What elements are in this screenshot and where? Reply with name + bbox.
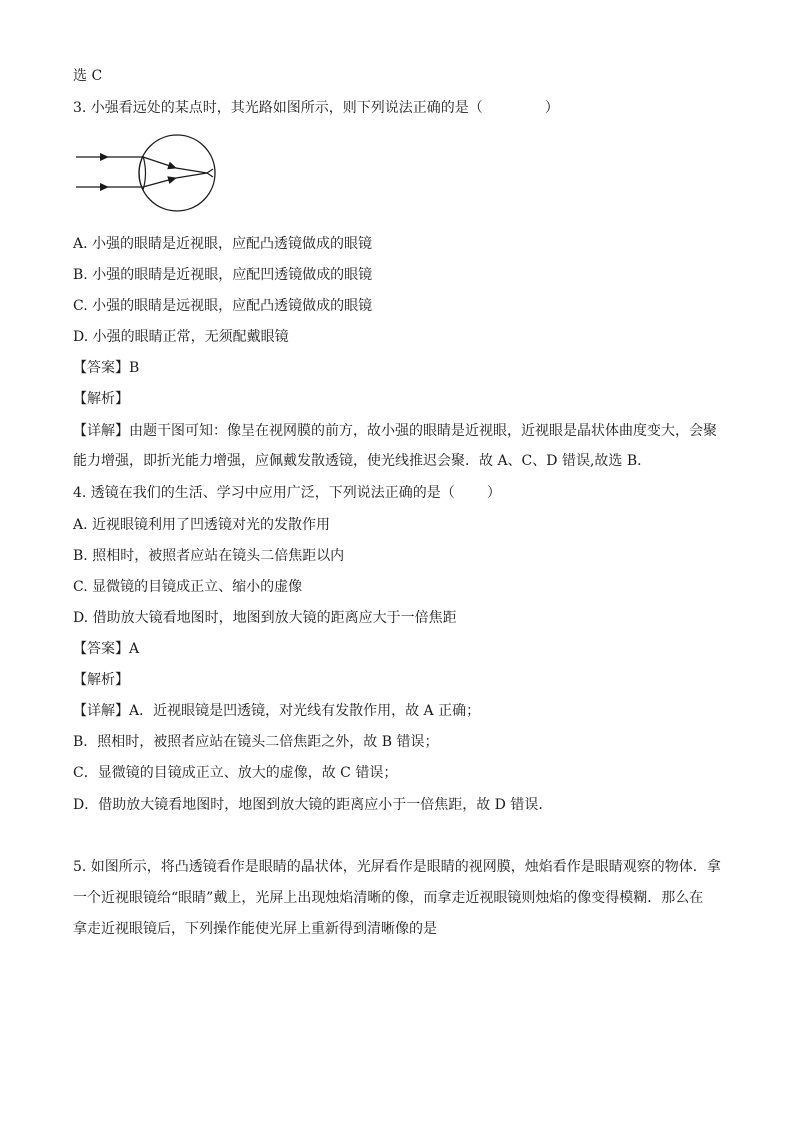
eye-lens xyxy=(139,156,146,190)
q4-analysis-label: 【解析】 xyxy=(73,672,129,688)
q2-answer-tail: 选 C xyxy=(73,68,103,84)
q3-option-d: D. 小强的眼睛正常，无须配戴眼镜 xyxy=(73,329,289,345)
q4-detail-line-3: C．显微镜的目镜成正立、放大的虚像，故 C 错误； xyxy=(73,765,398,781)
q4-option-c: C. 显微镜的目镜成正立、缩小的虚像 xyxy=(73,579,303,595)
q4-option-b: B. 照相时，被照者应站在镜头二倍焦距以内 xyxy=(73,548,345,564)
q3-detail-line-1 xyxy=(73,422,717,440)
q4-question xyxy=(73,484,501,502)
q4-detail-text-1: A．近视眼镜是凹透镜，对光线有发散作用，故 A 正确； xyxy=(129,703,481,719)
q3-question xyxy=(73,99,559,117)
q5-line-3: 拿走近视眼镜后，下列操作能使光屏上重新得到清晰像的是 xyxy=(73,921,437,937)
q4-detail-line-2: B．照相时，被照者应站在镜头二倍焦距之外，故 B 错误； xyxy=(73,734,439,750)
q3-detail-text-1: 由题干图可知：像呈在视网膜的前方，故小强的眼睛是近视眼，近视眼是晶状体曲度变大，会聚 xyxy=(129,423,717,439)
q3-option-b: B. 小强的眼睛是近视眼，应配凹透镜做成的眼镜 xyxy=(73,267,373,283)
q4-answer xyxy=(73,640,139,658)
q5-line-2: 一个近视眼镜给“眼睛”戴上，光屏上出现烛焰清晰的像，而拿走近视眼镜则烛焰的像变得模糊．那么在 xyxy=(73,890,704,906)
q4-option-a: A. 近视眼镜利用了凹透镜对光的发散作用 xyxy=(73,517,331,533)
q3-option-c: C. 小强的眼睛是远视眼，应配凸透镜做成的眼镜 xyxy=(73,298,373,314)
q3-detail-label: 【详解】 xyxy=(73,423,129,439)
q3-question-text: 3. 小强看远处的某点时，其光路如图所示，则下列说法正确的是（ xyxy=(73,100,483,116)
q4-detail-line-1 xyxy=(73,702,480,720)
q4-option-d: D. 借助放大镜看地图时，地图到放大镜的距离应大于一倍焦距 xyxy=(73,610,457,626)
q3-answer xyxy=(73,359,139,377)
refracted-ray-bottom xyxy=(143,178,176,187)
q4-answer-value: A xyxy=(129,641,140,657)
q4-detail-line-4: D．借助放大镜看地图时，地图到放大镜的距离应小于一倍焦距，故 D 错误． xyxy=(73,797,553,813)
eye-diagram-icon xyxy=(74,133,220,219)
q4-question-bracket-close: ） xyxy=(486,485,501,501)
q4-answer-label: 【答案】 xyxy=(73,641,129,657)
q3-answer-value: B xyxy=(129,360,140,376)
q3-option-a: A. 小强的眼睛是近视眼，应配凸透镜做成的眼镜 xyxy=(73,236,373,252)
q4-question-text: 4. 透镜在我们的生活、学习中应用广泛，下列说法正确的是（ xyxy=(73,485,455,501)
q4-detail-label: 【详解】 xyxy=(73,703,129,719)
q3-answer-label: 【答案】 xyxy=(73,360,129,376)
q3-detail-line-2: 能力增强，即折光能力增强，应佩戴发散透镜，使光线推迟会聚．故 A、C、D 错误,故选 B． xyxy=(73,453,652,469)
q3-analysis-label: 【解析】 xyxy=(73,391,129,407)
q5-line-1: 5. 如图所示，将凸透镜看作是眼睛的晶状体，光屏看作是眼睛的视网膜，烛焰看作是眼睛观察的物体．拿 xyxy=(73,859,721,875)
refracted-ray-top xyxy=(143,157,176,168)
q3-question-bracket-close: ） xyxy=(544,100,559,116)
